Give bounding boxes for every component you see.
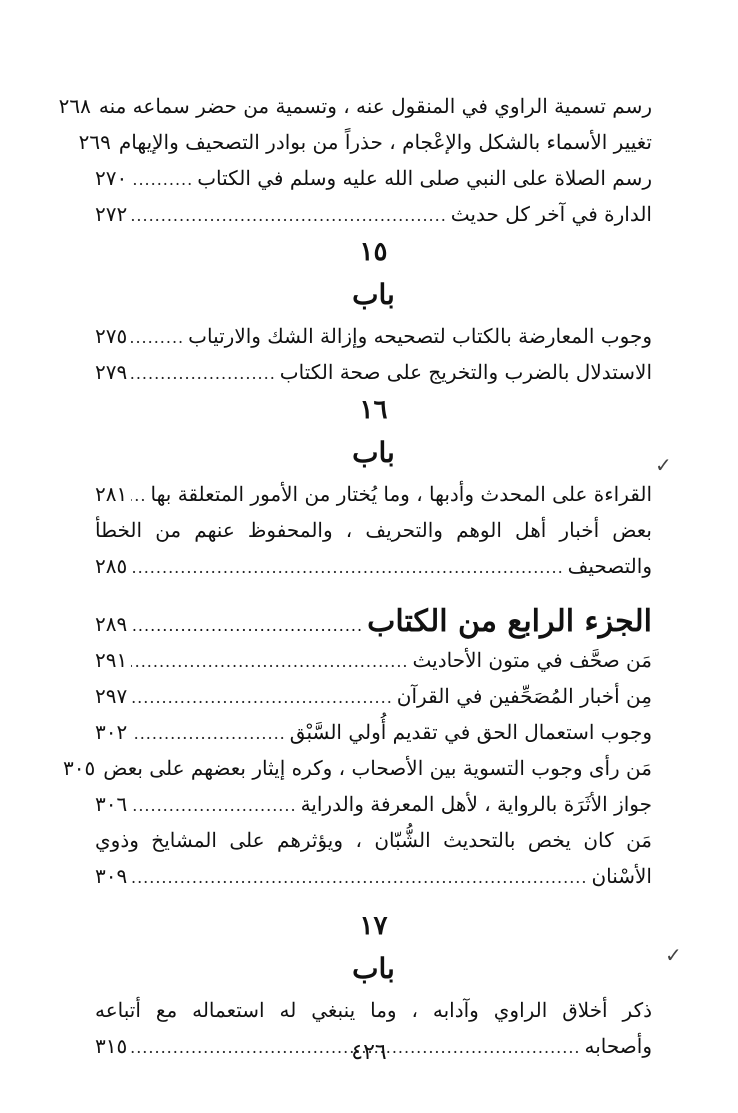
- entry-title: رسم تسمية الراوي في المنقول عنه ، وتسمية من حضر سماعه منه: [98, 94, 652, 118]
- entry-title-line: ذكر أخلاق الراوي وآدابه ، وما ينبغي له استعماله مع أتباعه: [95, 998, 652, 1022]
- entry-title: الدارة في آخر كل حديث: [450, 202, 652, 226]
- entry-page: ٢٧٩: [95, 360, 128, 384]
- entry-title: رسم الصلاة على النبي صلى الله عليه وسلم في الكتاب: [197, 166, 652, 190]
- entry-page: ٢٩٧: [95, 684, 128, 708]
- leader-dots: [131, 198, 447, 234]
- entry-title: وجوب المعارضة بالكتاب لتصحيحه وإزالة الشك والارتياب: [188, 324, 652, 348]
- toc-entry: [95, 318, 652, 354]
- entry-page: ٣٠٩: [95, 864, 128, 888]
- part-page: ٢٨٩: [95, 612, 128, 636]
- entry-title: القراءة على المحدث وأدبها ، وما يُختار من الأمور المتعلقة بها: [150, 482, 652, 506]
- entry-title: مَن رأى وجوب التسوية بين الأصحاب ، وكره إيثار بعضهم على بعض: [103, 756, 652, 780]
- chapter-number: ١٦: [359, 395, 388, 425]
- toc-entry: [95, 642, 652, 678]
- entry-title: وأصحابه: [584, 1034, 652, 1058]
- entry-title-line: مَن كان يخص بالتحديث الشُّبّان ، ويؤثرهم على المشايخ وذوي: [95, 828, 652, 852]
- leader-dots: [131, 478, 146, 514]
- margin-pen-mark-icon: ✓: [665, 943, 682, 967]
- entry-title: والتصحيف: [567, 554, 652, 578]
- leader-dots: [131, 716, 286, 752]
- chapter-number: ١٥: [359, 237, 388, 267]
- entry-page: ٣٠٢: [95, 720, 128, 744]
- leader-dots: [131, 356, 276, 392]
- entry-page: ٣١٥: [95, 1034, 128, 1058]
- entry-title: تغيير الأسماء بالشكل والإعْجام ، حذراً من بوادر التصحيف والإيهام: [118, 130, 652, 154]
- chapter-heading: باب: [352, 278, 395, 311]
- entry-page: ٢٧٢: [95, 202, 128, 226]
- leader-dots: [131, 788, 296, 824]
- toc-entry: [95, 714, 652, 750]
- entry-page: ٢٧٠: [95, 166, 128, 190]
- chapter-heading: باب: [352, 436, 395, 469]
- toc-entry: [95, 196, 652, 232]
- leader-dots: [131, 680, 393, 716]
- toc-entry: [95, 160, 652, 196]
- entry-page: ٢٨١: [95, 482, 128, 506]
- toc-entry: [95, 476, 652, 512]
- toc-entry: [58, 88, 652, 124]
- entry-title: مِن أخبار المُصَحِّفين في القرآن: [396, 684, 652, 708]
- entry-page: ٣٠٥: [63, 756, 96, 780]
- toc-entry: [63, 750, 652, 786]
- entry-page: ٢٦٨: [58, 94, 91, 118]
- table-of-contents: [58, 88, 652, 1064]
- page-number: ٤٢٦: [351, 1040, 387, 1065]
- part-heading: [95, 602, 652, 642]
- entry-title: مَن صحَّف في متون الأحاديث: [412, 648, 652, 672]
- entry-page: ٢٨٥: [95, 554, 128, 578]
- toc-entry: [95, 678, 652, 714]
- entry-title: جواز الأثَرَة بالرواية ، لأهل المعرفة والدراية: [300, 792, 652, 816]
- toc-entry: [95, 354, 652, 390]
- entry-page: ٢٦٩: [78, 130, 111, 154]
- leader-dots: [131, 550, 563, 586]
- leader-dots: [131, 606, 363, 646]
- toc-entry: [78, 124, 652, 160]
- chapter-number: ١٧: [359, 911, 388, 941]
- leader-dots: [131, 162, 193, 198]
- leader-dots: [131, 644, 408, 680]
- chapter-heading: باب: [352, 952, 395, 985]
- entry-page: ٣٠٦: [95, 792, 128, 816]
- toc-entry: [95, 548, 652, 584]
- entry-title: وجوب استعمال الحق في تقديم أُولي السَّبْق: [289, 720, 652, 744]
- entry-title: الاستدلال بالضرب والتخريج على صحة الكتاب: [279, 360, 652, 384]
- entry-page: ٢٧٥: [95, 324, 128, 348]
- leader-dots: [131, 860, 587, 896]
- entry-title: الأسْنان: [591, 864, 652, 888]
- margin-pen-mark-icon: ✓: [655, 453, 672, 477]
- entry-page: ٢٩١: [95, 648, 128, 672]
- entry-title-line: بعض أخبار أهل الوهم والتحريف ، والمحفوظ عنهم من الخطأ: [95, 518, 652, 542]
- leader-dots: [131, 320, 184, 356]
- part-title: الجزء الرابع من الكتاب: [367, 604, 652, 639]
- toc-entry: [95, 858, 652, 894]
- toc-entry: [95, 786, 652, 822]
